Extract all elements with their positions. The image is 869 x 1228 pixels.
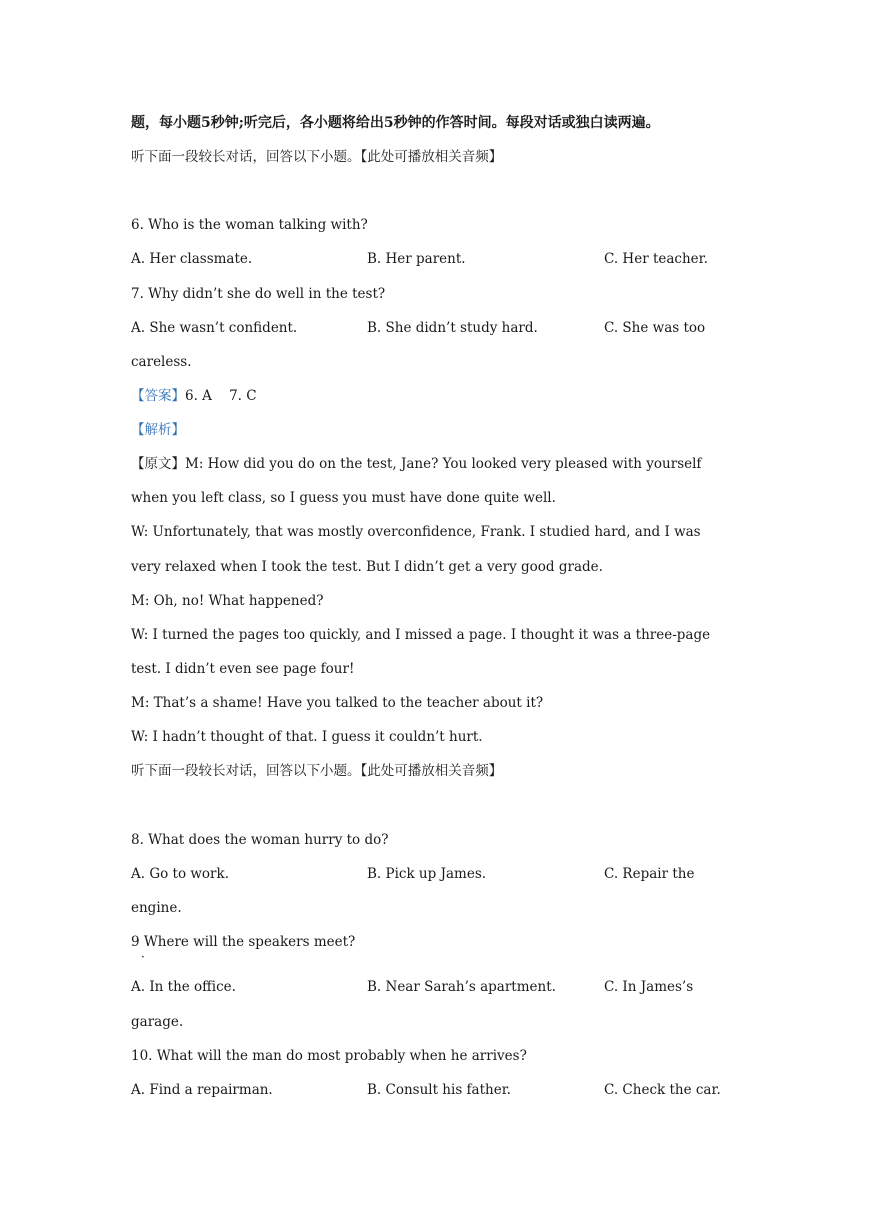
option-8b: B. Pick up James. — [367, 866, 487, 882]
transcript-line: test. I didn’t even see page four! — [131, 661, 355, 677]
section-intro: 听下面一段较长对话，回答以下小题。【此处可播放相关音频】 — [131, 149, 503, 165]
question-8: 8. What does the woman hurry to do? — [131, 832, 389, 848]
option-7a: A. She wasn’t confident. — [131, 320, 298, 336]
option-6a: A. Her classmate. — [131, 251, 253, 267]
transcript-label: 【原文】 — [131, 456, 185, 472]
transcript-line: W: Unfortunately, that was mostly overconfidence, Frank. I studied hard, and I was — [131, 524, 701, 540]
option-9a: A. In the office. — [131, 979, 236, 995]
answer-line — [131, 386, 257, 406]
option-9b: B. Near Sarah’s apartment. — [367, 979, 556, 995]
option-8a: A. Go to work. — [131, 866, 229, 882]
option-8c: C. Repair the — [604, 866, 695, 882]
transcript-line: when you left class, so I guess you must have done quite well. — [131, 490, 556, 506]
option-7b: B. She didn’t study hard. — [367, 320, 538, 336]
answer-text: 6. A 7. C — [185, 388, 257, 404]
question-9: 9 Where will the speakers meet? — [131, 934, 356, 950]
question-6: 6. Who is the woman talking with? — [131, 217, 368, 233]
option-6b: B. Her parent. — [367, 251, 466, 267]
stray-dot: · — [141, 950, 145, 964]
transcript-line — [131, 454, 701, 474]
transcript-line: M: Oh, no! What happened? — [131, 593, 324, 609]
option-10a: A. Find a repairman. — [131, 1082, 273, 1098]
option-7c: C. She was too — [604, 320, 706, 336]
option-7c-continued: careless. — [131, 354, 192, 370]
answer-label: 【答案】 — [131, 388, 185, 404]
analysis-label: 【解析】 — [131, 422, 185, 438]
question-7: 7. Why didn’t she do well in the test? — [131, 286, 386, 302]
option-6c: C. Her teacher. — [604, 251, 708, 267]
transcript-text: M: How did you do on the test, Jane? You looked very pleased with yourself — [185, 456, 702, 472]
transcript-line: very relaxed when I took the test. But I didn’t get a very good grade. — [131, 559, 603, 575]
transcript-line: M: That’s a shame! Have you talked to the teacher about it? — [131, 695, 544, 711]
option-9c: C. In James’s — [604, 979, 694, 995]
option-10c: C. Check the car. — [604, 1082, 721, 1098]
section-intro: 听下面一段较长对话，回答以下小题。【此处可播放相关音频】 — [131, 763, 503, 779]
option-8c-continued: engine. — [131, 900, 182, 916]
transcript-line: W: I turned the pages too quickly, and I missed a page. I thought it was a three-page — [131, 627, 711, 643]
option-10b: B. Consult his father. — [367, 1082, 511, 1098]
option-9c-continued: garage. — [131, 1014, 184, 1030]
transcript-line: W: I hadn’t thought of that. I guess it couldn’t hurt. — [131, 729, 483, 745]
instruction-text: 题，每小题5秒钟;听完后，各小题将给出5秒钟的作答时间。每段对话或独白读两遍。 — [131, 115, 660, 131]
question-10: 10. What will the man do most probably when he arrives? — [131, 1048, 527, 1064]
